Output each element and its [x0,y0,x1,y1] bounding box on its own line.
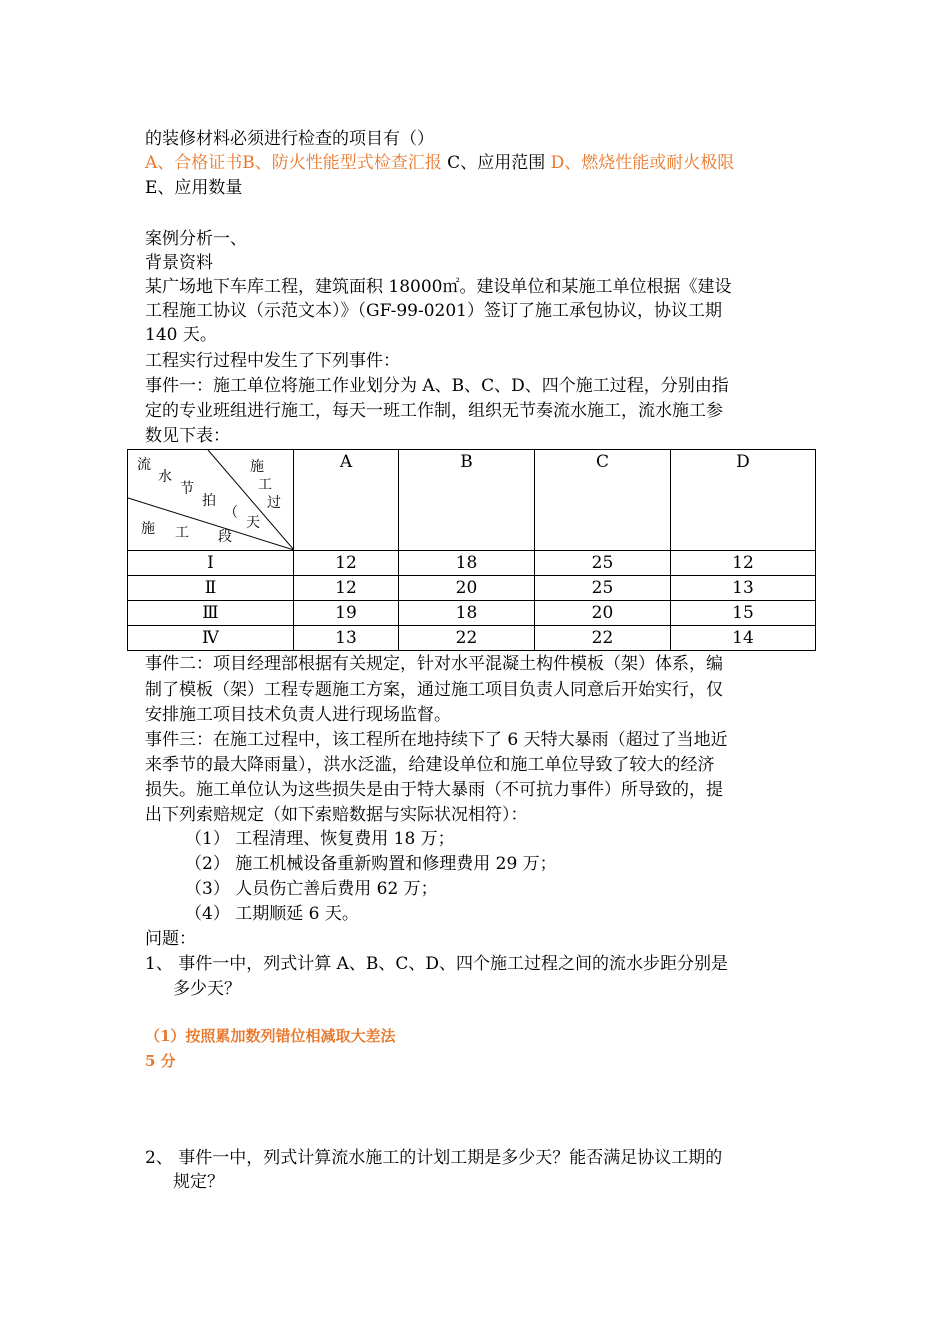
option-d: D、燃烧性能或耐火极限 [550,153,735,173]
corner-label-char: 水 [158,469,172,485]
diagonal-header-cell [128,450,294,551]
corner-label-char: （ [224,505,238,521]
table-cell: 25 [535,576,671,601]
table-cell: 15 [671,601,816,626]
event3-text-3: 损失。施工单位认为这些损失是由于特大暴雨（不可抗力事件）所导致的，提 [145,780,723,800]
background-text-1: 某广场地下车库工程，建筑面积 18000㎡。建设单位和某施工单位根据《建设 [145,277,732,297]
questions-label: 问题： [145,929,196,949]
event3-text-4: 出下列索赔规定（如下索赔数据与实际状况相符）： [145,805,528,825]
table-cell: 18 [399,551,535,576]
corner-label-char: 节 [180,481,194,497]
event3-text-1: 事件三：在施工过程中，该工程所在地持续下了 6 天特大暴雨（超过了当地近 [145,730,728,750]
event3-text-2: 来季节的最大降雨量），洪水泛滥，给建设单位和施工单位导致了较大的经济 [145,755,715,775]
segment-cell: Ⅳ [128,626,294,651]
question-stem: 的装修材料必须进行检查的项目有（） [145,129,434,149]
segment-cell: Ⅲ [128,601,294,626]
event1-text-1: 事件一：施工单位将施工作业划分为 A、B、C、D、四个施工过程，分别由指 [145,376,729,396]
table-row [128,626,816,651]
table-cell: 13 [671,576,816,601]
segment-cell: Ⅰ [128,551,294,576]
options-line [145,151,734,175]
corner-label-char: 施 [250,459,264,475]
column-header: A [294,450,399,551]
table-row [128,601,816,626]
corner-label-char: 工 [175,525,189,541]
event2-text-3: 安排施工项目技术负责人进行现场监督。 [145,705,451,725]
corner-label-char: 段 [218,529,232,545]
background-text-2: 工程施工协议（示范文本）》（GF-99-0201）签订了施工承包协议，协议工期 [145,301,722,321]
question-1-line-2: 多少天？ [173,979,241,999]
table-cell: 12 [294,576,399,601]
table-cell: 25 [535,551,671,576]
corner-label-char: 过 [267,495,281,511]
column-header: B [399,450,535,551]
table-cell: 12 [671,551,816,576]
answer-1-method: （1）按照累加数列错位相减取大差法 [145,1027,396,1045]
table-cell: 12 [294,551,399,576]
corner-label-char: 工 [258,477,272,493]
table-cell: 18 [399,601,535,626]
option-c: C、应用范围 [441,153,551,173]
background-label: 背景资料 [145,253,213,273]
case-title: 案例分析一、 [145,229,247,249]
table-cell: 22 [535,626,671,651]
table-cell: 13 [294,626,399,651]
table-header-row [128,450,816,551]
claim-item: （1） 工程清理、恢复费用 18 万； [185,829,455,849]
table-cell: 19 [294,601,399,626]
events-intro: 工程实行过程中发生了下列事件： [145,351,400,371]
claim-item: （3） 人员伤亡善后费用 62 万； [185,879,438,899]
question-2-line-1: 2、 事件一中，列式计算流水施工的计划工期是多少天？能否满足协议工期的 [145,1148,723,1168]
corner-label-char: 流 [137,457,151,473]
event1-text-2: 定的专业班组进行施工，每天一班工作制，组织无节奏流水施工，流水施工参 [145,401,723,421]
table-cell: 14 [671,626,816,651]
table-row [128,551,816,576]
column-header: C [535,450,671,551]
question-1-line-1: 1、 事件一中，列式计算 A、B、C、D、四个施工过程之间的流水步距分别是 [145,954,729,974]
column-header: D [671,450,816,551]
corner-label-char: 施 [141,521,155,537]
option-a: A、合格证书 [145,153,243,173]
question-2-line-2: 规定？ [173,1172,224,1192]
flow-rhythm-table [127,449,816,651]
corner-label-char: 拍 [202,493,216,509]
event2-text-1: 事件二：项目经理部根据有关规定，针对水平混凝土构件模板（架）体系，编 [145,654,723,674]
table-cell: 22 [399,626,535,651]
corner-label-char: 天 [246,515,260,531]
table-cell: 20 [399,576,535,601]
answer-1-score: 5 分 [145,1052,176,1070]
option-e: E、应用数量 [145,178,243,198]
event1-text-3: 数见下表： [145,426,230,446]
event2-text-2: 制了模板（架）工程专题施工方案，通过施工项目负责人同意后开始实行，仅 [145,680,723,700]
segment-cell: Ⅱ [128,576,294,601]
table-row [128,576,816,601]
background-text-3: 140 天。 [145,325,217,345]
table-cell: 20 [535,601,671,626]
claim-item: （4） 工期顺延 6 天。 [185,904,359,924]
claim-item: （2） 施工机械设备重新购置和修理费用 29 万； [185,854,557,874]
option-b: B、防火性能型式检查汇报 [242,153,442,173]
